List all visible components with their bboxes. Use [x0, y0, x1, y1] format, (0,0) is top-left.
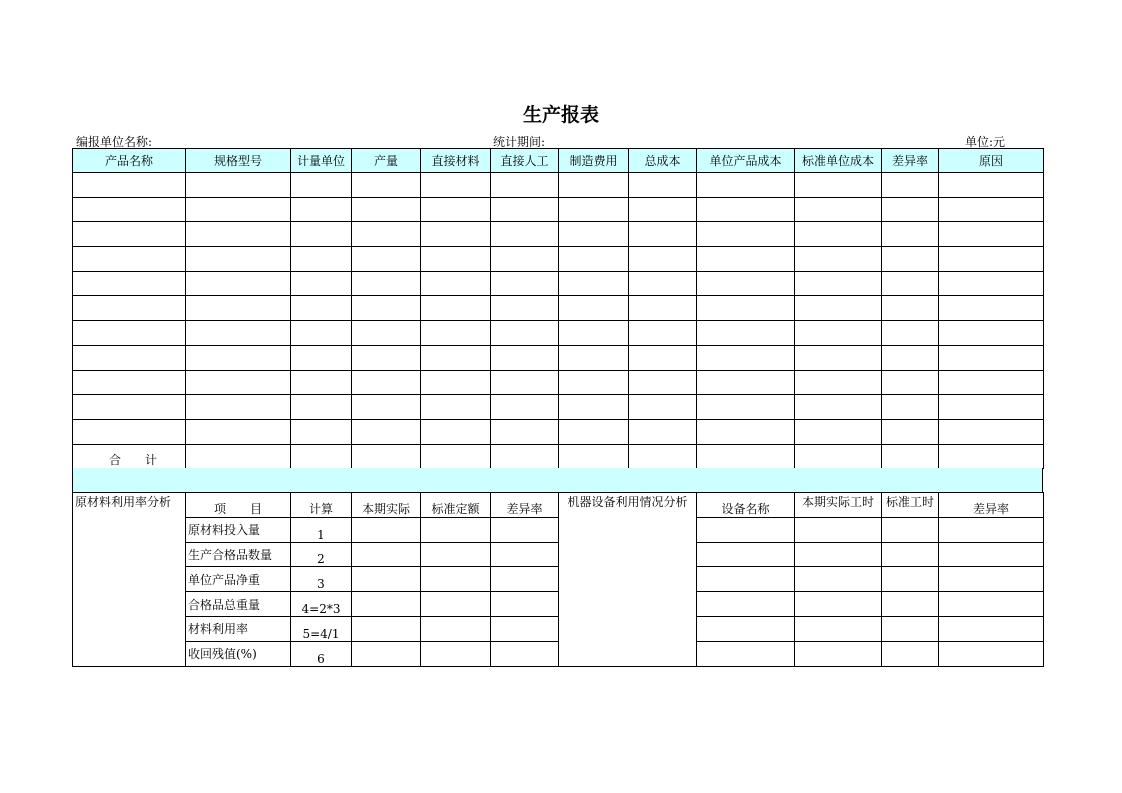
table-cell[interactable]: [629, 296, 697, 321]
table-cell[interactable]: [421, 444, 491, 469]
equipment-header-cell: 标准工时: [882, 493, 939, 518]
table-cell[interactable]: [939, 247, 1044, 272]
table-row: [73, 173, 1044, 198]
equipment-value-cell[interactable]: [939, 567, 1044, 592]
material-calc: 3: [291, 567, 352, 592]
equipment-value-cell[interactable]: [795, 592, 882, 617]
table-cell[interactable]: [559, 271, 629, 296]
material-calc: 1: [291, 517, 352, 542]
header-cell: 原因: [939, 149, 1044, 173]
material-item-label: 合格品总重量: [186, 592, 291, 617]
analysis-row: [73, 542, 1044, 567]
material-item-label: 收回残值(%): [186, 641, 291, 666]
table-cell[interactable]: [291, 197, 352, 222]
material-value-cell[interactable]: [491, 517, 559, 542]
currency-label: 单位:元: [965, 135, 1006, 149]
material-calc: 2: [291, 542, 352, 567]
table-cell[interactable]: [421, 222, 491, 247]
material-value-cell[interactable]: [421, 517, 491, 542]
table-cell[interactable]: [352, 419, 421, 444]
table-cell[interactable]: [882, 197, 939, 222]
table-cell[interactable]: [352, 173, 421, 198]
table-cell[interactable]: [559, 197, 629, 222]
table-cell[interactable]: [352, 197, 421, 222]
table-cell[interactable]: [73, 395, 186, 420]
analysis-row: [73, 616, 1044, 641]
table-cell[interactable]: [882, 247, 939, 272]
table-cell[interactable]: [352, 271, 421, 296]
table-cell[interactable]: [291, 444, 352, 469]
page-title: 生产报表: [522, 104, 599, 126]
table-cell[interactable]: [421, 395, 491, 420]
table-cell[interactable]: [559, 370, 629, 395]
equipment-value-cell[interactable]: [795, 517, 882, 542]
table-cell[interactable]: [352, 395, 421, 420]
table-cell[interactable]: [697, 444, 795, 469]
analysis-row: [73, 592, 1044, 617]
equipment-value-cell[interactable]: [882, 542, 939, 567]
table-cell[interactable]: [352, 444, 421, 469]
material-value-cell[interactable]: [352, 616, 421, 641]
table-cell[interactable]: [186, 222, 291, 247]
table-cell[interactable]: [939, 173, 1044, 198]
analysis-row: [73, 641, 1044, 666]
table-cell[interactable]: [629, 395, 697, 420]
table-cell[interactable]: [882, 321, 939, 346]
header-cell: 计量单位: [291, 149, 352, 173]
material-header-cell: 项 目: [186, 493, 291, 518]
table-cell[interactable]: [939, 419, 1044, 444]
material-calc: 5=4/1: [291, 616, 352, 641]
period-label: 统计期间:: [493, 135, 546, 149]
table-cell[interactable]: [795, 419, 882, 444]
analysis-row: [73, 567, 1044, 592]
table-cell[interactable]: [186, 345, 291, 370]
table-cell[interactable]: [939, 222, 1044, 247]
table-cell[interactable]: [629, 444, 697, 469]
header-cell: 制造费用: [559, 149, 629, 173]
table-cell[interactable]: [73, 321, 186, 346]
table-cell[interactable]: [559, 444, 629, 469]
material-header-cell: 差异率: [491, 493, 559, 518]
table-cell[interactable]: [186, 419, 291, 444]
equipment-value-cell[interactable]: [795, 616, 882, 641]
material-item-label: 单位产品净重: [186, 567, 291, 592]
table-cell[interactable]: [795, 247, 882, 272]
table-cell[interactable]: [421, 321, 491, 346]
table-cell[interactable]: [352, 370, 421, 395]
table-cell[interactable]: [73, 173, 186, 198]
table-cell[interactable]: [291, 173, 352, 198]
table-cell[interactable]: [939, 395, 1044, 420]
material-value-cell[interactable]: [491, 542, 559, 567]
table-cell[interactable]: [629, 197, 697, 222]
table-cell[interactable]: [882, 296, 939, 321]
table-cell[interactable]: [421, 345, 491, 370]
header-cell: 总成本: [629, 149, 697, 173]
equipment-value-cell[interactable]: [697, 592, 795, 617]
table-cell[interactable]: [73, 419, 186, 444]
table-row: [73, 197, 1044, 222]
equipment-value-cell[interactable]: [795, 542, 882, 567]
table-cell[interactable]: [491, 419, 559, 444]
table-cell[interactable]: [421, 173, 491, 198]
table-cell[interactable]: [559, 321, 629, 346]
table-cell[interactable]: [882, 444, 939, 469]
equipment-value-cell[interactable]: [939, 517, 1044, 542]
table-cell[interactable]: [882, 173, 939, 198]
analysis-table: [72, 492, 1044, 667]
table-cell[interactable]: [697, 370, 795, 395]
table-cell[interactable]: [697, 173, 795, 198]
equipment-value-cell[interactable]: [697, 641, 795, 666]
table-cell[interactable]: [629, 247, 697, 272]
table-cell[interactable]: [352, 321, 421, 346]
table-cell[interactable]: [795, 197, 882, 222]
header-cell: 差异率: [882, 149, 939, 173]
header-cell: 规格型号: [186, 149, 291, 173]
table-cell[interactable]: [939, 321, 1044, 346]
table-cell[interactable]: [939, 444, 1044, 469]
table-cell[interactable]: [291, 345, 352, 370]
table-cell[interactable]: [186, 321, 291, 346]
table-cell[interactable]: [882, 395, 939, 420]
equipment-value-cell[interactable]: [795, 641, 882, 666]
material-item-label: 生产合格品数量: [186, 542, 291, 567]
table-cell[interactable]: [73, 271, 186, 296]
table-cell[interactable]: [421, 247, 491, 272]
material-value-cell[interactable]: [421, 592, 491, 617]
table-cell[interactable]: [186, 247, 291, 272]
table-cell[interactable]: [697, 271, 795, 296]
unit-name-label: 编报单位名称:: [76, 135, 153, 149]
table-cell[interactable]: [421, 271, 491, 296]
material-item-label: 材料利用率: [186, 616, 291, 641]
header-row: [73, 149, 1044, 173]
table-cell[interactable]: [697, 419, 795, 444]
table-cell[interactable]: [291, 222, 352, 247]
material-value-cell[interactable]: [352, 592, 421, 617]
material-value-cell[interactable]: [421, 567, 491, 592]
table-cell[interactable]: [559, 247, 629, 272]
material-value-cell[interactable]: [491, 641, 559, 666]
production-table: [72, 148, 1044, 469]
table-cell[interactable]: [186, 173, 291, 198]
table-cell[interactable]: [73, 197, 186, 222]
material-value-cell[interactable]: [421, 616, 491, 641]
table-cell[interactable]: [491, 395, 559, 420]
equipment-value-cell[interactable]: [882, 567, 939, 592]
equipment-value-cell[interactable]: [939, 592, 1044, 617]
table-cell[interactable]: [352, 222, 421, 247]
table-cell[interactable]: [491, 247, 559, 272]
table-cell[interactable]: [73, 296, 186, 321]
table-row: [73, 419, 1044, 444]
material-value-cell[interactable]: [491, 567, 559, 592]
material-calc: 6: [291, 641, 352, 666]
table-cell[interactable]: [421, 296, 491, 321]
total-row: [73, 444, 1044, 469]
table-cell[interactable]: [629, 419, 697, 444]
table-row: [73, 345, 1044, 370]
equipment-value-cell[interactable]: [882, 592, 939, 617]
equipment-value-cell[interactable]: [697, 542, 795, 567]
table-cell[interactable]: [73, 370, 186, 395]
table-cell[interactable]: [629, 173, 697, 198]
table-cell[interactable]: [629, 271, 697, 296]
table-cell[interactable]: [291, 296, 352, 321]
header-cell: 产量: [352, 149, 421, 173]
table-cell[interactable]: [491, 345, 559, 370]
table-cell[interactable]: [697, 222, 795, 247]
material-value-cell[interactable]: [352, 517, 421, 542]
equipment-value-cell[interactable]: [795, 567, 882, 592]
header-cell: 直接材料: [421, 149, 491, 173]
table-cell[interactable]: [795, 345, 882, 370]
header-cell: 产品名称: [73, 149, 186, 173]
table-cell[interactable]: [491, 296, 559, 321]
table-cell[interactable]: [939, 296, 1044, 321]
table-cell[interactable]: [491, 321, 559, 346]
equipment-value-cell[interactable]: [939, 542, 1044, 567]
table-row: [73, 296, 1044, 321]
table-cell[interactable]: [795, 444, 882, 469]
table-cell[interactable]: [421, 370, 491, 395]
table-cell[interactable]: [291, 321, 352, 346]
table-cell[interactable]: [491, 197, 559, 222]
material-header-cell: 本期实际: [352, 493, 421, 518]
equipment-header-cell: 设备名称: [697, 493, 795, 518]
table-cell[interactable]: [559, 419, 629, 444]
table-cell[interactable]: [795, 321, 882, 346]
table-row: [73, 321, 1044, 346]
table-cell[interactable]: [73, 247, 186, 272]
table-cell[interactable]: [352, 247, 421, 272]
table-cell[interactable]: [629, 222, 697, 247]
table-cell[interactable]: [939, 197, 1044, 222]
table-row: [73, 395, 1044, 420]
header-cell: 直接人工: [491, 149, 559, 173]
equipment-value-cell[interactable]: [882, 641, 939, 666]
table-cell[interactable]: [291, 271, 352, 296]
table-cell[interactable]: [291, 395, 352, 420]
table-cell[interactable]: [795, 296, 882, 321]
table-cell[interactable]: [697, 345, 795, 370]
material-value-cell[interactable]: [491, 592, 559, 617]
table-cell[interactable]: [186, 395, 291, 420]
table-cell[interactable]: [882, 271, 939, 296]
table-cell[interactable]: [352, 345, 421, 370]
table-cell[interactable]: [491, 370, 559, 395]
table-cell[interactable]: [939, 370, 1044, 395]
material-value-cell[interactable]: [421, 542, 491, 567]
table-cell[interactable]: [795, 173, 882, 198]
material-header-cell: 计算: [291, 493, 352, 518]
table-cell[interactable]: [186, 370, 291, 395]
material-value-cell[interactable]: [421, 641, 491, 666]
equipment-value-cell[interactable]: [882, 616, 939, 641]
table-cell[interactable]: [882, 222, 939, 247]
table-cell[interactable]: [352, 296, 421, 321]
table-cell[interactable]: [291, 419, 352, 444]
material-item-label: 原材料投入量: [186, 517, 291, 542]
material-calc: 4=2*3: [291, 592, 352, 617]
separator-band: [72, 468, 1043, 492]
table-cell[interactable]: [629, 370, 697, 395]
equipment-section-label: 机器设备利用情况分析: [559, 493, 697, 667]
table-cell[interactable]: [697, 197, 795, 222]
material-value-cell[interactable]: [352, 542, 421, 567]
table-cell[interactable]: [795, 222, 882, 247]
table-cell[interactable]: [882, 370, 939, 395]
table-cell[interactable]: [73, 222, 186, 247]
table-cell[interactable]: [939, 271, 1044, 296]
table-cell[interactable]: [186, 444, 291, 469]
table-cell[interactable]: [795, 395, 882, 420]
material-section-label: 原材料利用率分析: [73, 493, 186, 667]
table-cell[interactable]: [559, 173, 629, 198]
table-cell[interactable]: [697, 321, 795, 346]
table-cell[interactable]: [186, 271, 291, 296]
table-cell[interactable]: [697, 395, 795, 420]
equipment-value-cell[interactable]: [697, 567, 795, 592]
table-cell[interactable]: [491, 222, 559, 247]
material-value-cell[interactable]: [352, 567, 421, 592]
table-cell[interactable]: [186, 296, 291, 321]
table-cell[interactable]: [491, 271, 559, 296]
table-cell[interactable]: [882, 345, 939, 370]
equipment-value-cell[interactable]: [697, 517, 795, 542]
table-cell[interactable]: [73, 345, 186, 370]
table-cell[interactable]: [421, 197, 491, 222]
table-row: [73, 271, 1044, 296]
equipment-header-cell: 本期实际工时: [795, 493, 882, 518]
table-cell[interactable]: [421, 419, 491, 444]
equipment-header-cell: 差异率: [939, 493, 1044, 518]
total-label: 合 计: [73, 444, 186, 469]
equipment-value-cell[interactable]: [939, 641, 1044, 666]
table-cell[interactable]: [559, 395, 629, 420]
table-cell[interactable]: [559, 222, 629, 247]
table-cell[interactable]: [629, 345, 697, 370]
header-cell: 标准单位成本: [795, 149, 882, 173]
table-cell[interactable]: [697, 296, 795, 321]
material-value-cell[interactable]: [352, 641, 421, 666]
table-cell[interactable]: [939, 345, 1044, 370]
table-row: [73, 247, 1044, 272]
table-cell[interactable]: [559, 296, 629, 321]
table-cell[interactable]: [291, 247, 352, 272]
table-cell[interactable]: [186, 197, 291, 222]
table-cell[interactable]: [697, 247, 795, 272]
table-cell[interactable]: [629, 321, 697, 346]
equipment-value-cell[interactable]: [882, 517, 939, 542]
material-header-cell: 标准定额: [421, 493, 491, 518]
equipment-value-cell[interactable]: [697, 616, 795, 641]
table-cell[interactable]: [291, 370, 352, 395]
table-row: [73, 222, 1044, 247]
analysis-row: [73, 517, 1044, 542]
header-cell: 单位产品成本: [697, 149, 795, 173]
table-cell[interactable]: [491, 173, 559, 198]
analysis-header-row: [73, 493, 1044, 518]
table-cell[interactable]: [559, 345, 629, 370]
table-cell[interactable]: [795, 271, 882, 296]
table-cell[interactable]: [491, 444, 559, 469]
equipment-value-cell[interactable]: [939, 616, 1044, 641]
table-row: [73, 370, 1044, 395]
table-cell[interactable]: [795, 370, 882, 395]
table-cell[interactable]: [882, 419, 939, 444]
material-value-cell[interactable]: [491, 616, 559, 641]
